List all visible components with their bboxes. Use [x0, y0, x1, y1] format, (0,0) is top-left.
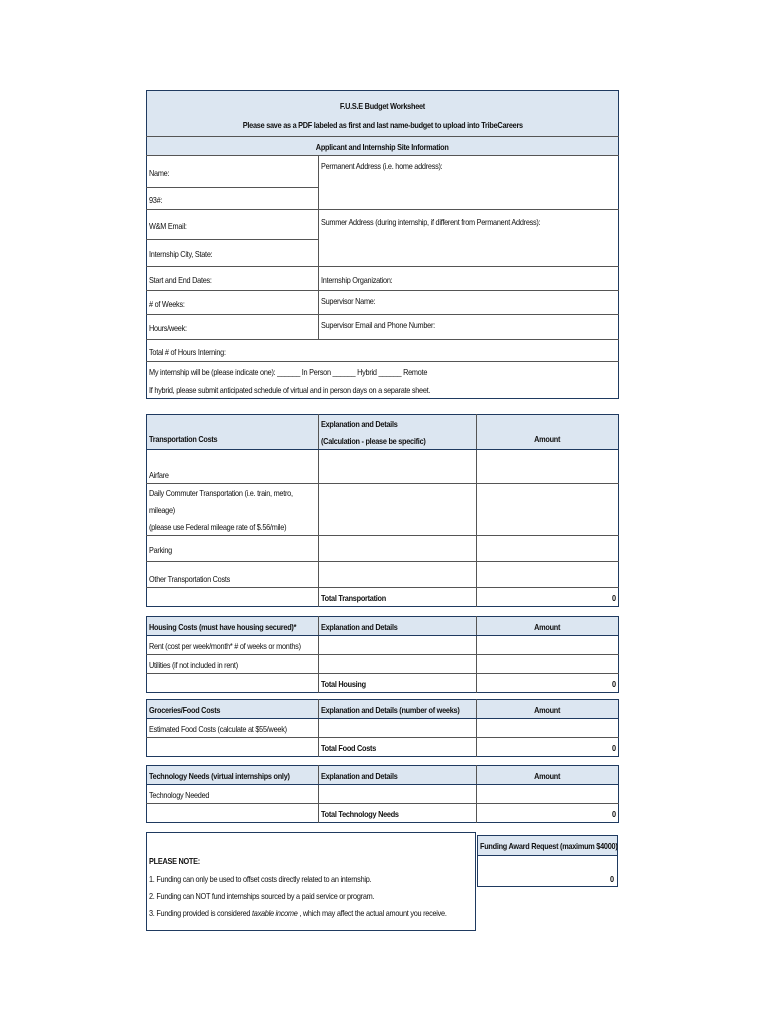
rent-explain-input[interactable]: [319, 636, 477, 655]
technology-explain-input[interactable]: [319, 785, 477, 804]
parking-row: Parking: [147, 536, 319, 562]
utilities-explain-input[interactable]: [319, 655, 477, 674]
airfare-amount-input[interactable]: [477, 450, 619, 484]
weeks-field[interactable]: # of Weeks:: [147, 291, 319, 315]
commuter-row: Daily Commuter Transportation (i.e. train, metro, mileage) (please use Federal mileage rate of $.56/mile): [147, 484, 319, 536]
parking-explain-input[interactable]: [319, 536, 477, 562]
transportation-explain-header: Explanation and Details (Calculation - please be specific): [319, 415, 477, 450]
total-technology-value: 0: [611, 809, 616, 819]
worksheet-title-cell: [147, 91, 619, 115]
food-amount-header: Amount: [477, 700, 619, 719]
food-heading: Groceries/Food Costs: [149, 705, 221, 715]
id-field[interactable]: 93#:: [147, 188, 319, 210]
estimated-food-row: Estimated Food Costs (calculate at $55/week): [147, 719, 319, 738]
technology-table: [146, 765, 619, 823]
rent-amount-input[interactable]: [477, 636, 619, 655]
other-transport-explain-input[interactable]: [319, 562, 477, 588]
utilities-row: Utilities (if not included in rent): [147, 655, 319, 674]
summer-address-field[interactable]: Summer Address (during internship, if different from Permanent Address):: [319, 210, 619, 267]
applicant-section-title: Applicant and Internship Site Information: [316, 142, 449, 152]
applicant-section: [146, 90, 618, 399]
commuter-amount-input[interactable]: [477, 484, 619, 536]
funding-request-label: Funding Award Request (maximum $4000): [480, 841, 618, 851]
worksheet-title: F.U.S.E Budget Worksheet: [339, 100, 426, 111]
utilities-amount-input[interactable]: [477, 655, 619, 674]
housing-heading: Housing Costs (must have housing secured)*: [149, 622, 297, 632]
other-transport-row: Other Transportation Costs: [147, 562, 319, 588]
other-transport-amount-input[interactable]: [477, 562, 619, 588]
housing-explain-header: Explanation and Details: [319, 617, 477, 636]
permanent-address-field[interactable]: Permanent Address (i.e. home address):: [319, 156, 619, 210]
note-item-3: 3. Funding provided is considered taxable income , which may affect the actual amount you receive.: [149, 908, 447, 918]
food-explain-header: Explanation and Details (number of weeks): [319, 700, 477, 719]
technology-amount-input[interactable]: [477, 785, 619, 804]
rent-row: Rent (cost per week/month* # of weeks or months): [147, 636, 319, 655]
total-transportation-value: 0: [611, 593, 616, 603]
transportation-heading-cell: [147, 415, 319, 450]
internship-mode-line[interactable]: My internship will be (please indicate one): ______ In Person ______ Hybrid ______ Remote: [149, 367, 428, 377]
food-table: [146, 699, 619, 757]
note-item-2: 2. Funding can NOT fund internships sourced by a paid service or program.: [149, 891, 375, 901]
organization-field[interactable]: Internship Organization:: [319, 267, 619, 291]
technology-section: [146, 765, 618, 823]
food-section: [146, 699, 618, 757]
dates-field[interactable]: Start and End Dates:: [147, 267, 319, 291]
commuter-explain-input[interactable]: [319, 484, 477, 536]
supervisor-contact-field[interactable]: Supervisor Email and Phone Number:: [319, 315, 619, 340]
applicant-section-title-cell: [147, 137, 619, 156]
please-note-box: [146, 832, 476, 931]
technology-amount-header: Amount: [477, 766, 619, 785]
transportation-table: [146, 414, 619, 607]
total-hours-field[interactable]: Total # of Hours Interning:: [147, 340, 619, 362]
note-item-1: 1. Funding can only be used to offset costs directly related to an internship.: [149, 874, 372, 884]
worksheet-subtitle: Please save as a PDF labeled as first and last name-budget to upload into TribeCareers: [242, 119, 523, 130]
funding-request-box: [477, 835, 618, 887]
funding-request-value[interactable]: 0: [609, 874, 614, 884]
name-field[interactable]: Name:: [147, 156, 319, 188]
hours-week-field[interactable]: Hours/week:: [147, 315, 319, 340]
please-note-heading: PLEASE NOTE:: [149, 856, 200, 866]
transportation-heading: Transportation Costs: [149, 434, 218, 444]
technology-needed-row: Technology Needed: [147, 785, 319, 804]
total-transportation-label: Total Transportation: [319, 588, 477, 607]
total-technology-label: Total Technology Needs: [319, 804, 477, 823]
hybrid-note: If hybrid, please submit anticipated schedule of virtual and in person days on a separate sheet.: [149, 385, 431, 395]
technology-heading: Technology Needs (virtual internships only): [149, 771, 290, 781]
technology-explain-header: Explanation and Details: [319, 766, 477, 785]
technology-heading-cell: [147, 766, 319, 785]
food-heading-cell: [147, 700, 319, 719]
housing-amount-header: Amount: [477, 617, 619, 636]
supervisor-name-field[interactable]: Supervisor Name:: [319, 291, 619, 315]
worksheet-subtitle-cell: [147, 115, 619, 137]
housing-section: [146, 616, 618, 693]
airfare-explain-input[interactable]: [319, 450, 477, 484]
funding-request-label-cell: [478, 836, 617, 856]
transportation-section: [146, 414, 618, 607]
city-state-field[interactable]: Internship City, State:: [147, 240, 319, 267]
total-housing-label: Total Housing: [319, 674, 477, 693]
housing-heading-cell: [147, 617, 319, 636]
applicant-table: [146, 90, 619, 399]
airfare-row: Airfare: [147, 450, 319, 484]
parking-amount-input[interactable]: [477, 536, 619, 562]
food-amount-input[interactable]: [477, 719, 619, 738]
total-food-value: 0: [611, 743, 616, 753]
total-housing-value: 0: [611, 679, 616, 689]
transportation-amount-header: Amount: [477, 415, 619, 450]
housing-table: [146, 616, 619, 693]
email-field[interactable]: W&M Email:: [147, 210, 319, 240]
total-food-label: Total Food Costs: [319, 738, 477, 757]
food-explain-input[interactable]: [319, 719, 477, 738]
